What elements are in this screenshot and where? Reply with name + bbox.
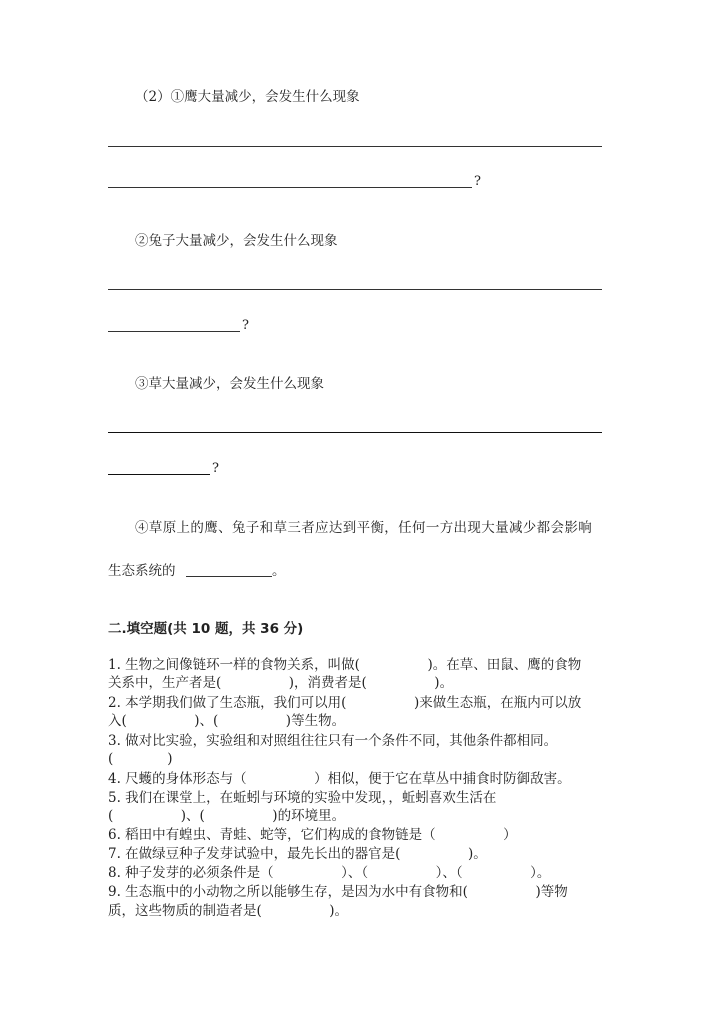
question-mark: ? (474, 174, 481, 189)
item-6: 6. 稻田中有蝗虫、青蛙、蛇等，它们构成的食物链是（ ） (108, 827, 517, 843)
prompt-balance: ④草原上的鹰、兔子和草三者应达到平衡，任何一方出现大量减少都会影响 (135, 520, 593, 536)
question-mark: ? (212, 461, 219, 476)
period: 。 (272, 563, 286, 579)
item-4: 4. 尺蠖的身体形态与（ ）相似，便于它在草丛中捕食时防御敌害。 (108, 771, 571, 787)
item-1-line-1: 1. 生物之间像链环一样的食物关系，叫做( )。在草、田鼠、鹰的食物 (108, 657, 582, 673)
prompt-rabbit: ②兔子大量减少，会发生什么现象 (135, 233, 338, 249)
item-3-line-1: 3. 做对比实验，实验组和对照组往往只有一个条件不同，其他条件都相同。 (108, 733, 558, 749)
item-5-line-2: ( )、( )的环境里。 (108, 808, 346, 824)
prompt-eagle: （2）①鹰大量减少，会发生什么现象 (135, 89, 360, 105)
answer-line[interactable] (108, 187, 472, 188)
item-2-line-1: 2. 本学期我们做了生态瓶，我们可以用( )来做生态瓶，在瓶内可以放 (108, 695, 582, 711)
item-9-line-2: 质，这些物质的制造者是( )。 (108, 903, 349, 919)
section-heading: 二.填空题(共 10 题，共 36 分) (108, 621, 304, 637)
answer-line[interactable] (108, 432, 602, 433)
item-7: 7. 在做绿豆种子发芽试验中，最先长出的器官是( )。 (108, 846, 487, 862)
item-5-line-1: 5. 我们在课堂上，在蚯蚓与环境的实验中发现，，蚯蚓喜欢生活在 (108, 790, 497, 806)
item-9-line-1: 9. 生态瓶中的小动物之所以能够生存，是因为水中有食物和( )等物 (108, 884, 568, 900)
item-1-line-2: 关系中，生产者是( )，消费者是( )。 (108, 675, 454, 691)
prompt-grass: ③草大量减少，会发生什么现象 (135, 376, 324, 392)
blank-line[interactable] (186, 576, 272, 577)
question-mark: ? (242, 318, 249, 333)
answer-line[interactable] (108, 331, 240, 332)
answer-line[interactable] (108, 289, 602, 290)
answer-line[interactable] (108, 146, 602, 147)
item-8: 8. 种子发芽的必须条件是（ ）、（ ）、（ ）。 (108, 865, 551, 881)
prompt-balance-cont: 生态系统的 (108, 563, 176, 579)
item-3-line-2: ( ) (108, 751, 173, 767)
answer-line[interactable] (108, 474, 210, 475)
item-2-line-2: 入( )、( )等生物。 (108, 713, 346, 729)
